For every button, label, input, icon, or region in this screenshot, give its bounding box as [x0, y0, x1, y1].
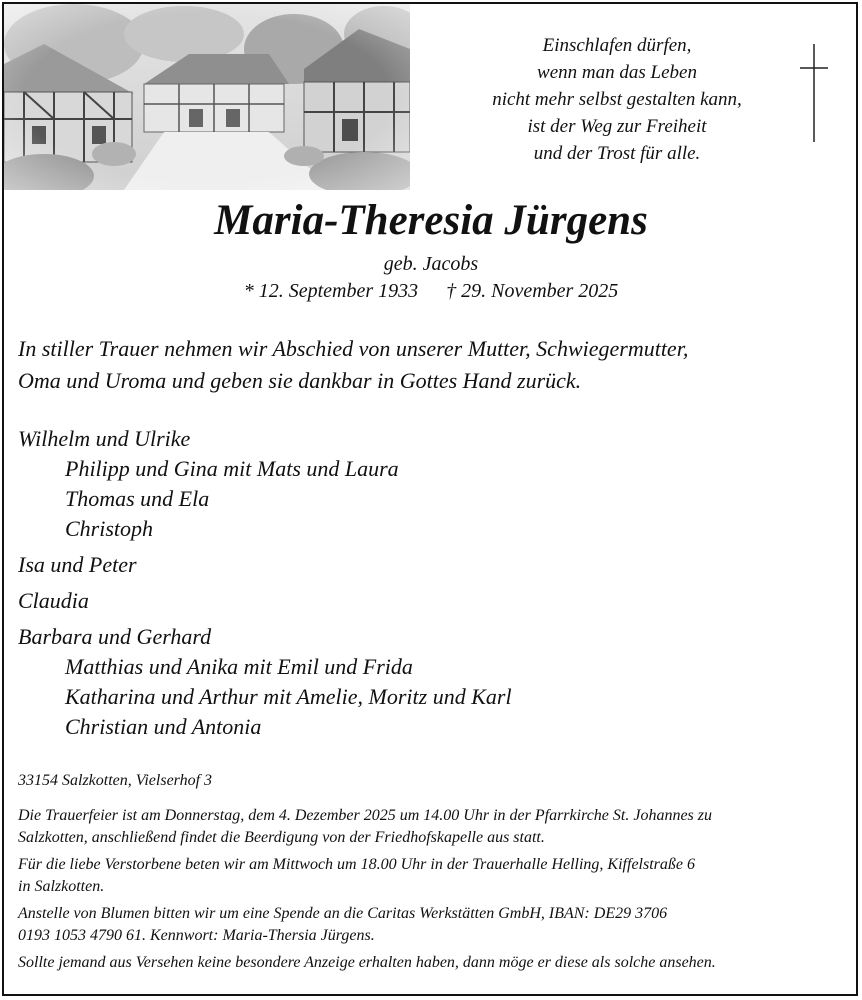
intro-line: Oma und Uroma und geben sie dankbar in Gottes Hand zurück. [18, 368, 582, 393]
note-line: Sollte jemand aus Versehen keine besondere Anzeige erhalten haben, dann möge er diese als solche ansehen. [18, 954, 716, 971]
poem-line: ist der Weg zur Freiheit [527, 116, 707, 137]
mourner-sub: Matthias und Anika mit Emil und Frida [65, 654, 413, 679]
village-sketch-image [4, 4, 410, 190]
mourner-main: Claudia [18, 588, 89, 613]
poem-line: Einschlafen dürfen, [542, 35, 692, 56]
note-line: Die Trauerfeier ist am Donnerstag, dem 4. Dezember 2025 um 14.00 Uhr in der Pfarrkirche St. Johannes zu [18, 807, 713, 824]
mourners-list [18, 424, 838, 742]
mourner-sub: Thomas und Ela [65, 486, 210, 511]
mourner-main: Barbara und Gerhard [18, 624, 212, 649]
note-line: Für die liebe Verstorbene beten wir am Mittwoch um 18.00 Uhr in der Trauerhalle Helling, Kiffelstraße 6 [18, 856, 695, 873]
note-line: in Salzkotten. [18, 877, 105, 895]
mourner-sub: Christian und Antonia [65, 714, 262, 739]
note-line: 0193 1053 4790 61. Kennwort: Maria-Thersia Jürgens. [18, 926, 375, 944]
intro-text [18, 333, 838, 397]
life-dates [0, 278, 862, 304]
intro-line: In stiller Trauer nehmen wir Abschied von unserer Mutter, Schwiegermutter, [18, 336, 689, 361]
birth-date: * 12. September 1933 [243, 280, 419, 302]
cross-icon [800, 44, 828, 142]
mourner-sub: Christoph [65, 516, 154, 541]
funeral-notes [18, 805, 848, 980]
mourner-sub: Katharina und Arthur mit Amelie, Moritz und Karl [65, 684, 512, 709]
mourner-main: Wilhelm und Ulrike [18, 426, 191, 451]
note-prayer [18, 854, 848, 897]
note-apology [18, 952, 848, 974]
deceased-name: Maria-Theresia Jürgens [214, 197, 648, 244]
maiden-name: geb. Jacobs [383, 253, 479, 275]
poem-line: wenn man das Leben [537, 62, 697, 83]
note-line: Anstelle von Blumen bitten wir um eine Spende an die Caritas Werkstätten GmbH, IBAN: DE29 3706 [18, 905, 668, 922]
poem-line: und der Trost für alle. [533, 143, 701, 164]
poem [452, 32, 782, 167]
note-line: Salzkotten, anschließend findet die Beerdigung von der Friedhofskapelle aus statt. [18, 828, 545, 846]
poem-line: nicht mehr selbst gestalten kann, [492, 89, 742, 110]
family-address: 33154 Salzkotten, Vielserhof 3 [18, 772, 213, 789]
note-service [18, 805, 848, 848]
death-date: † 29. November 2025 [446, 280, 619, 302]
note-donation [18, 903, 848, 946]
mourner-main: Isa und Peter [18, 552, 137, 577]
mourner-sub: Philipp und Gina mit Mats und Laura [65, 456, 399, 481]
